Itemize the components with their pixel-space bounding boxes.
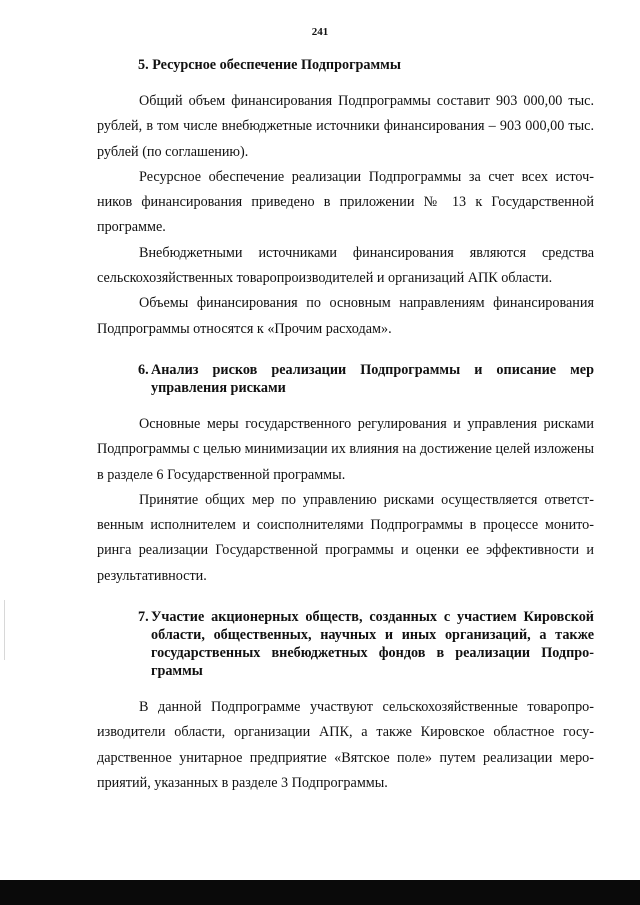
section-6-paragraph: Основные меры государственного регулирования и управления рисками Подпрограммы с целью минимизации их влияния на достижение целей изложены в разделе 6 Государственной программы.: [97, 415, 594, 483]
scan-mark: [4, 600, 5, 660]
page-number: 241: [311, 26, 329, 38]
section-5-paragraph: Внебюджетными источниками финансирования являются средства сельскохозяйственных товаропроизводителей и организаций АПК области.: [97, 244, 594, 287]
section-5-title: Ресурсное обеспечение Подпрограммы: [152, 57, 401, 73]
section-7-number: 7.: [138, 609, 149, 626]
section-7-heading: [97, 608, 594, 680]
section-6-heading: [97, 361, 594, 397]
section-5-paragraph: Ресурсное обеспечение реализации Подпрограммы за счет всех источников финансирования приведено в приложении № 13 к Государственной программе.: [97, 168, 594, 236]
section-5-paragraph: Объемы финансирования по основным направлениям финансирования Подпрограммы относятся к «Прочим расходам».: [97, 295, 594, 337]
scan-bottom-edge: [0, 880, 640, 905]
section-6-title: Анализ рисков реализации Подпрограммы и описание мер управления рисками: [151, 361, 594, 396]
section-5-heading: [97, 56, 594, 74]
section-6-number: 6.: [138, 361, 149, 378]
section-7-title: Участие акционерных обществ, созданных с участием Кировской области, общественных, научных и иных организаций, а также государственных внебюджетных фондов в реализации Подпрограммы: [151, 609, 594, 680]
section-6-paragraph: Принятие общих мер по управлению рисками осуществляется ответственным исполнителем и соисполнителями Подпрограммы в процессе мониторинга реализации Государственной программы и оценки ее эффективности и результативности.: [97, 491, 594, 584]
document-body: [97, 50, 594, 796]
section-5-paragraph: Общий объем финансирования Подпрограммы составит 903 000,00 тыс. рублей, в том числе внебюджетные источники финансирования – 903 000,00 тыс. рублей (по соглашению).: [97, 93, 594, 160]
section-5-number: 5.: [138, 57, 149, 73]
section-7-paragraph: В данной Подпрограмме участвуют сельскохозяйственные товаропроизводители области, организации АПК, а также Кировское областное государственное унитарное предприятие «Вятское поле» путем реализации мероприятий, указанных в разделе 3 Подпрограммы.: [97, 699, 594, 791]
